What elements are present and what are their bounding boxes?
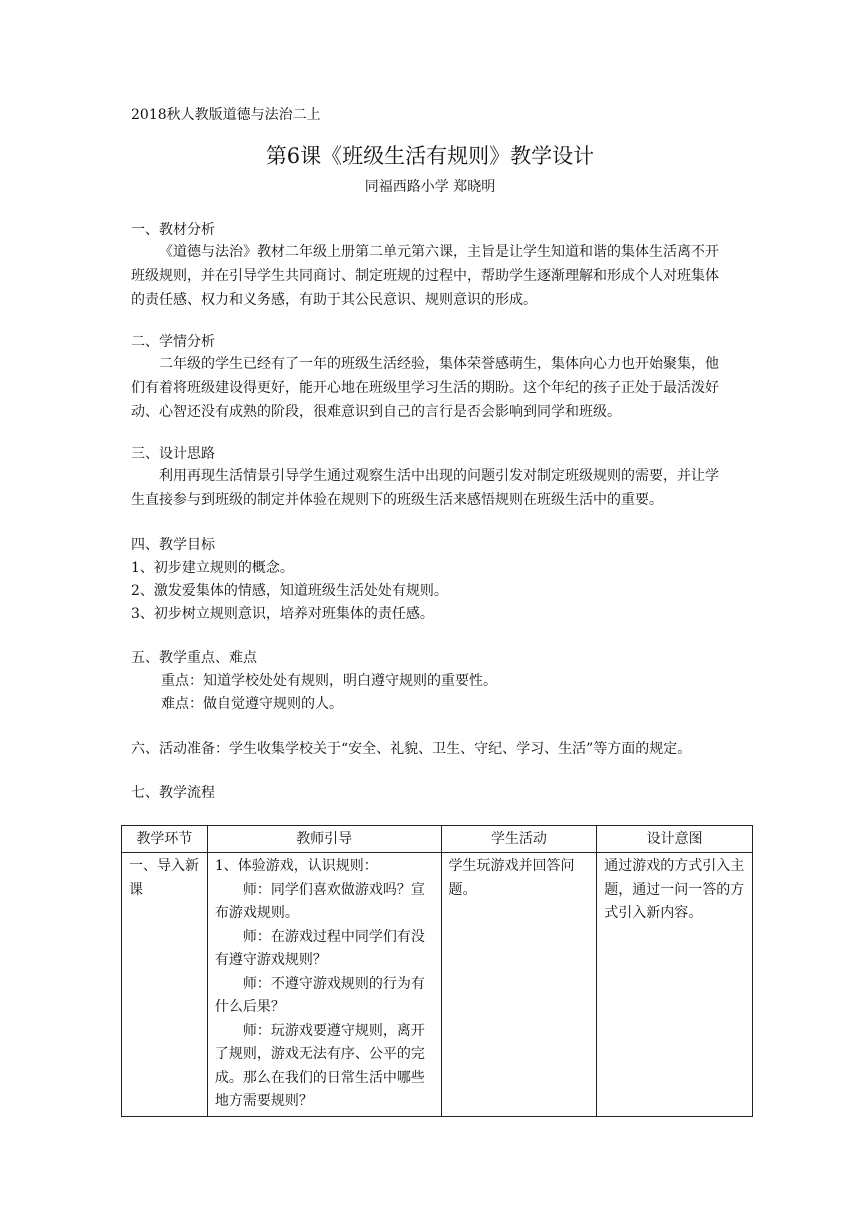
section-body-students	[131, 352, 731, 424]
table-header-row	[122, 826, 753, 853]
section-text: 利用再现生活情景引导学生通过观察生活中出现的问题引发对制定班级规则的需要，并让学生直接参与到班级的制定并体验在规则下的班级生活来感悟规则在班级生活中的重要。	[131, 468, 719, 508]
student-cell: 学生玩游戏并回答问题。	[441, 853, 597, 1117]
page-title: 第6课《班级生活有规则》教学设计	[265, 144, 595, 168]
section-preparation: 六、活动准备：学生收集学校关于“安全、礼貌、卫生、守纪、学习、生活”等方面的规定。	[131, 741, 692, 757]
section-body-design	[131, 464, 731, 512]
header-note: 2018秋人教版道德与法治二上	[131, 107, 321, 123]
section-heading-students: 二、学情分析	[131, 334, 215, 350]
section-heading-flow: 七、教学流程	[131, 785, 215, 801]
teacher-cell	[207, 853, 441, 1117]
difficult-point: 难点：做自觉遵守规则的人。	[161, 696, 343, 712]
section-heading-design: 三、设计思路	[131, 446, 215, 462]
teacher-line: 师：不遵守游戏规则的行为有什么后果？	[214, 975, 425, 1015]
teacher-line: 师：同学们喜欢做游戏吗？宣布游戏规则。	[214, 881, 425, 921]
section-heading-analysis: 一、教材分析	[131, 222, 215, 238]
section-text: 《道德与法治》教材二年级上册第二单元第六课，主旨是让学生知道和谐的集体生活离不开班级规则，并在引导学生共同商讨、制定班规的过程中，帮助学生逐渐理解和形成个人对班集体的责任感、权力和义务感，有助于其公民意识、规则意识的形成。	[131, 244, 719, 308]
stage-cell: 一、导入新课	[122, 853, 208, 1117]
section-heading-goals: 四、教学目标	[131, 537, 215, 553]
table-row	[122, 853, 753, 1117]
key-point: 重点：知道学校处处有规则，明白遵守规则的重要性。	[161, 673, 497, 689]
teacher-step-title: 1、体验游戏，认识规则：	[214, 858, 378, 874]
author-line: 同福西路小学 郑晓明	[364, 179, 496, 195]
teacher-line: 师：玩游戏要遵守规则，离开了规则，游戏无法有序、公平的完成。那么在我们的日常生活中哪些地方需要规则？	[214, 1022, 425, 1109]
teacher-line: 师：在游戏过程中同学们有没有遵守游戏规则？	[214, 928, 425, 968]
section-heading-focus: 五、教学重点、难点	[131, 650, 257, 666]
teaching-flow-table	[121, 825, 753, 1117]
goal-item: 3、初步树立规则意识，培养对班集体的责任感。	[131, 606, 434, 622]
column-header: 教师引导	[207, 826, 441, 853]
column-header: 学生活动	[441, 826, 597, 853]
intent-cell: 通过游戏的方式引入主题，通过一问一答的方式引入新内容。	[597, 853, 753, 1117]
section-body-analysis	[131, 240, 731, 312]
goal-item: 2、激发爱集体的情感，知道班级生活处处有规则。	[131, 583, 448, 599]
column-header: 设计意图	[597, 826, 753, 853]
goal-item: 1、初步建立规则的概念。	[131, 560, 294, 576]
column-header: 教学环节	[122, 826, 208, 853]
section-text: 二年级的学生已经有了一年的班级生活经验，集体荣誉感萌生，集体向心力也开始聚集，他们有着将班级建设得更好，能开心地在班级里学习生活的期盼。这个年纪的孩子正处于最活泼好动、心智还没有成熟的阶段，很难意识到自己的言行是否会影响到同学和班级。	[131, 356, 719, 420]
